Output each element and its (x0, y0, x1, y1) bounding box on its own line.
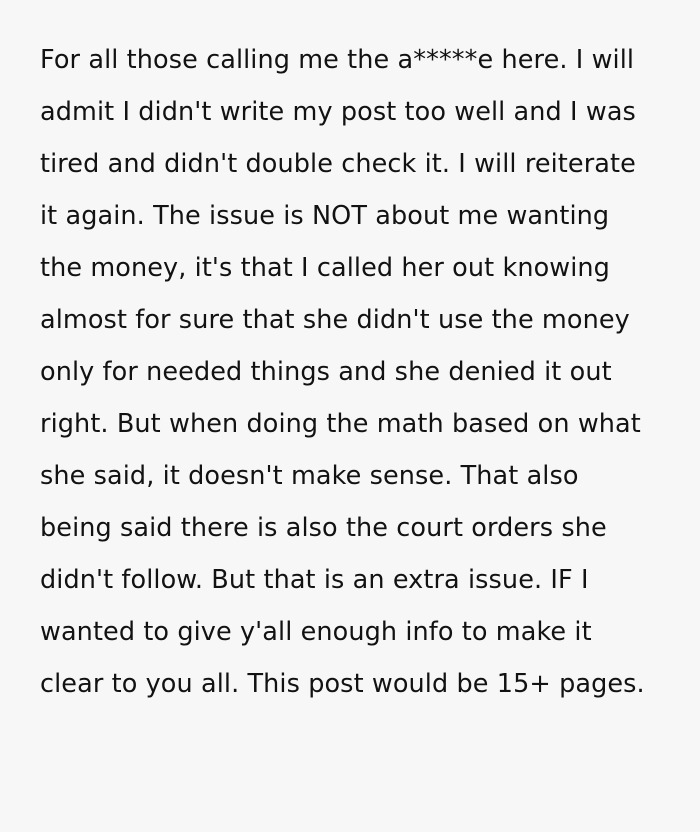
post-body-text: For all those calling me the a*****e here. I will admit I didn't write my post too well and I was tired and didn't double check it. I will reiterate it again. The issue is NOT about me wanting the money, it's that I called her out knowing almost for sure that she didn't use the money only for needed things and she denied it out right. But when doing the math based on what she said, it doesn't make sense. That also being said there is also the court orders she didn't follow. But that is an extra issue. IF I wanted to give y'all enough info to make it clear to you all. This post would be 15+ pages. (40, 45, 650, 699)
